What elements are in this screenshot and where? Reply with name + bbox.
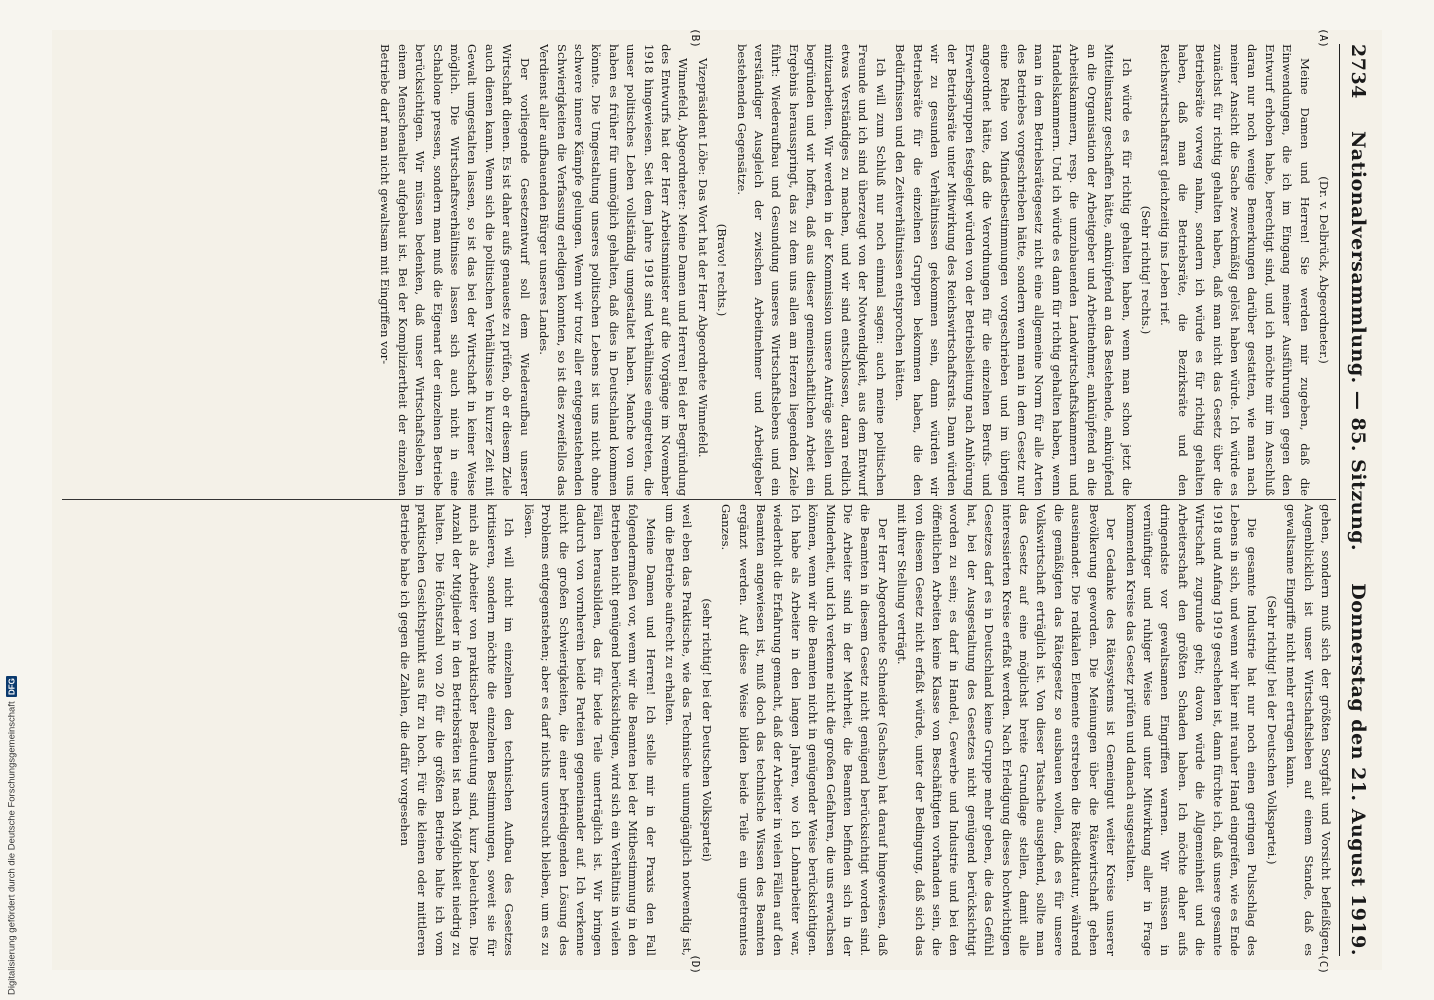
paragraph: gehen, sondern muß sich der größten Sorgfalt und Vorsicht befleißigen. Augenblicklich ist unser Wirtschaftsleben auf einem Stande, daß es gewaltsame Eingriffe nicht mehr ertragen kann. [1284,504,1333,956]
paragraph: Ich würde es für richtig gehalten haben, wenn man schon jetzt die Mittelinstanz geschaffen hätte, anknüpfend an das Bestehende, anknüpfend an die Organisation der Arbeitgeber und Arbeitnehmer, anknüpfend an die Arbeitskammern, resp. die umzubauenden Landwirtschaftskammern und Handelskammern. Und ich würde es dann für richtig gehalten haben, wenn man in dem Betriebsrätegesetz nicht eine allgemeine Norm für alle Arten des Betriebes vorgeschrieben hätte, sondern wenn man in dem Gesetz nur eine Reihe von Mindestbestimmungen vorgeschrieben und im übrigen angeordnet hätte, daß die Verordnungen für die einzelnen Berufs- und Erwerbsgruppen festgelegt würden von der Betriebsleitung nach Anhörung der Betriebsräte unter Mitwirkung des Reichswirtschaftsrats. Dann würden wir zu gesunden Verhältnissen gekommen sein, dann würden wir Betriebsräte für die einzelnen Gruppen bekommen haben, die den Bedürfnissen und den Zeitverhältnissen entsprochen hätten. [893,44,1134,496]
margin-marker-a: (A) [1317,28,1330,48]
vice-president-intro: Vizepräsident Löbe: Das Wort hat der Herr Abgeordnete Winnefeld. [695,58,710,458]
page-number: 2734 [1347,44,1369,99]
paragraph: Die gesamte Industrie hat nur noch einen geringen Pulsschlag des Lebens in sich, und wenn wir hier mit rauher Hand eingreifen, wie es Ende 1918 und Anfang 1919 geschehen ist, dann fürchte ich, daß unsere gesamte Wirtschaft zugrunde geht; davon würde die Allgemeinheit und die Arbeiterschaft den größten Schaden haben. Ich möchte daher aufs dringendste vor gewaltsamen Eingriffen warnen. Wir müssen in vernünftiger und ruhiger Weise und unter Mitwirkung aller in Frage kommenden Kreise das Gesetz prüfen und danach ausgestalten. [1123,504,1260,956]
dfg-logo: DFG [7,678,17,696]
interjection: (Sehr richtig! bei der Deutschen Volkspartei.) [1264,595,1279,865]
credit-text: Digitalisierung gefördert durch die Deutsche Forschungsgemeinschaft [6,701,18,995]
header-rule [1339,44,1340,956]
interjection: (sehr richtig! bei der Deutschen Volkspartei) [699,598,714,862]
margin-marker-b: (B) [689,28,702,48]
document-page [52,28,1382,974]
margin-marker-c: (C) [1317,954,1330,974]
paragraph: Der Gedanke des Rätesystems ist Gemeingut weiter Kreise unserer Bevölkerung geworden. Die Meinungen über die Rätewirtschaft gehen auseinander. Die radikalen Elemente erstreben die Rätediktatur, während die gemäßigten das Rätegesetz so ausbauen wollen, daß es für unsere Volkswirtschaft erträglich ist. Von dieser Tatsache ausgehend, sollte man das Gesetz auf eine möglichst breite Grundlage stellen, damit alle interessierten Kreise erfaßt werden. Nach Erledigung dieses hochwichtigen Gesetzes darf es in Deutschland keine Gruppe mehr geben, die das Gefühl hat, bei der Ausgestaltung des Gesetzes nicht genügend berücksichtigt worden zu sein; es darf in Handel, Gewerbe und Industrie und bei den öffentlichen Arbeiten keine Klasse von Beschäftigten vorhanden sein, die von diesem Gesetz nicht erfaßt würde, unter der Bedingung, daß sich das mit ihrer Stellung verträgt. [895,504,1119,956]
paragraph: Meine Damen und Herren! Ich stelle mir in der Praxis den Fall folgendermaßen vor, wenn wir die Beamten bei der Mitbestimmung in den Betrieben nicht genügend berücksichtigen, wird sich ein Verhältnis in vielen Fällen herausbilden, das für beide Teile unerträglich ist. Wir bringen dadurch von vornherein beide Parteien gegeneinander auf. Ich verkenne nicht die großen Schwierigkeiten, die einer befriedigenden Lösung des Problems entgegenstehen; aber es darf nichts unversucht bleiben, um es zu lösen. [521,504,658,956]
digitization-credit [2,605,22,995]
interjection: (Sehr richtig! rechts.) [1138,205,1153,335]
margin-marker-d: (D) [689,954,702,974]
paragraph: Winnefeld, Abgeordneter: Meine Damen und Herren! Bei der Begründung des Entwurfs hat der Herr Arbeitsminister auf die Vorgänge im November 1918 hingewiesen. Seit dem Jahre 1918 sind Verhältnisse eingetreten, die unser politisches Leben vollständig umgestaltet haben. Manche von uns haben es früher für unmöglich gehalten, daß dies in Deutschland kommen könnte. Die Umgestaltung unseres politischen Lebens ist uns nicht ohne schwere innere Kämpfe gelungen. Wenn wir trotz aller entgegenstehenden Schwierigkeiten die Verfassung erledigen konnten, so ist dies zweifellos das Verdienst aller aufbauenden Bürger unseres Landes. [537,44,691,496]
paragraph: Der Herr Abgeordnete Schneider (Sachsen) hat darauf hingewiesen, daß die Beamten in diesem Gesetz nicht genügend berücksichtigt worden sind. Die Arbeiter sind in der Mehrheit, die Beamten befinden sich in der Minderheit, und ich verkenne nicht die großen Gefahren, die uns erwachsen können, wenn wir die Beamten nicht in genügender Weise berücksichtigen. Ich habe als Arbeiter in den langen Jahren, wo ich Lohnarbeiter war, wiederholt die Erfahrung gemacht, daß der Arbeiter in vielen Fällen auf den Beamten angewiesen ist, muß doch das technische Wissen des Beamten ergänzt werden. Auf diese Weise bilden beide Teile ein ungetrenntes Ganzes. [719,504,890,956]
speaker-note: (Dr. v. Delbrück, Abgeordneter.) [1317,176,1331,364]
left-column [62,44,1334,496]
column-divider [62,499,1336,500]
session-date: Donnerstag den 21. August 1919. [1347,583,1369,956]
applause: (Bravo! rechts.) [715,223,730,317]
paragraph: weil eben das Praktische, wie das Technische unumgänglich notwendig ist, um die Betriebe aufrecht zu erhalten. [662,504,695,956]
paragraph: Ich will zum Schluß nur noch einmal sagen: auch meine politischen Freunde und ich sind überzeugt von der Notwendigkeit, aus dem Entwurf etwas Verständiges zu machen, und wir sind entschlossen, daran redlich mitzuarbeiten. Wir werden in der Kommission unsere Anträge stellen und begründen und wir hoffen, daß aus dieser gemeinschaftlichen Arbeit ein Ergebnis herausspringt, das zu dem uns allen am Herzen liegenden Ziele führt: Wiederaufbau und Gesundung unseres Wirtschaftslebens und ein verständiger Ausgleich der zwischen Arbeitnehmer und Arbeitgeber bestehenden Gegensätze. [734,44,888,496]
right-column [62,504,1334,956]
paragraph: Ich will nicht im einzelnen den technischen Aufbau des Gesetzes kritisieren, sondern möchte die einzelnen Bestimmungen, soweit sie für mich als Arbeiter von praktischer Bedeutung sind, kurz beleuchten. Die Anzahl der Mitglieder in den Betriebsräten ist nach Möglichkeit niedrig zu halten. Die Höchstzahl von 20 für die größten Betriebe halte ich vom praktischen Gesichtspunkt aus für zu hoch. Für die kleinen oder mittleren Betriebe habe ich gegen die Zahlen, die dafür vorgesehen [397,504,517,956]
paragraph: Der vorliegende Gesetzentwurf soll dem Wiederaufbau unserer Wirtschaft dienen. Es ist daher aufs genaueste zu prüfen, ob er diesem Ziele auch dienen kann. Wenn sich die politischen Verhältnisse in kurzer Zeit mit Gewalt umgestalten lassen, so ist das bei der Wirtschaft in keiner Weise möglich. Die Wirtschaftsverhältnisse lassen sich auch nicht in eine Schablone pressen, sondern man muß die Eigenart der einzelnen Betriebe berücksichtigen. Wir müssen bedenken, daß unser Wirtschaftsleben in einem Menschenalter aufgebaut ist. Bei der Kompliziertheit der einzelnen Betriebe darf man nicht gewaltsam mit Eingriffen vor- [378,44,532,496]
paragraph: Meine Damen und Herren! Sie werden mir zugeben, daß die Einwendungen, die ich im Eingang meiner Ausführungen gegen den Entwurf erhoben habe, berechtigt sind, und ich möchte mir im Anschluß daran nur noch wenige Bemerkungen darüber gestatten, wie man nach meiner Ansicht die Sache zweckmäßig gelöst haben würde. Ich würde es zunächst für richtig gehalten haben, daß man nicht das Gesetz über die Betriebsräte vorweg nahm, sondern ich würde es für richtig gehalten haben, daß man die Betriebsräte, die Bezirksräte und den Reichswirtschaftsrat gleichzeitig ins Leben rief. [1158,44,1312,496]
session-title: Nationalversammlung. — 85. Sitzung. [1347,130,1369,552]
page-header [1342,44,1374,956]
